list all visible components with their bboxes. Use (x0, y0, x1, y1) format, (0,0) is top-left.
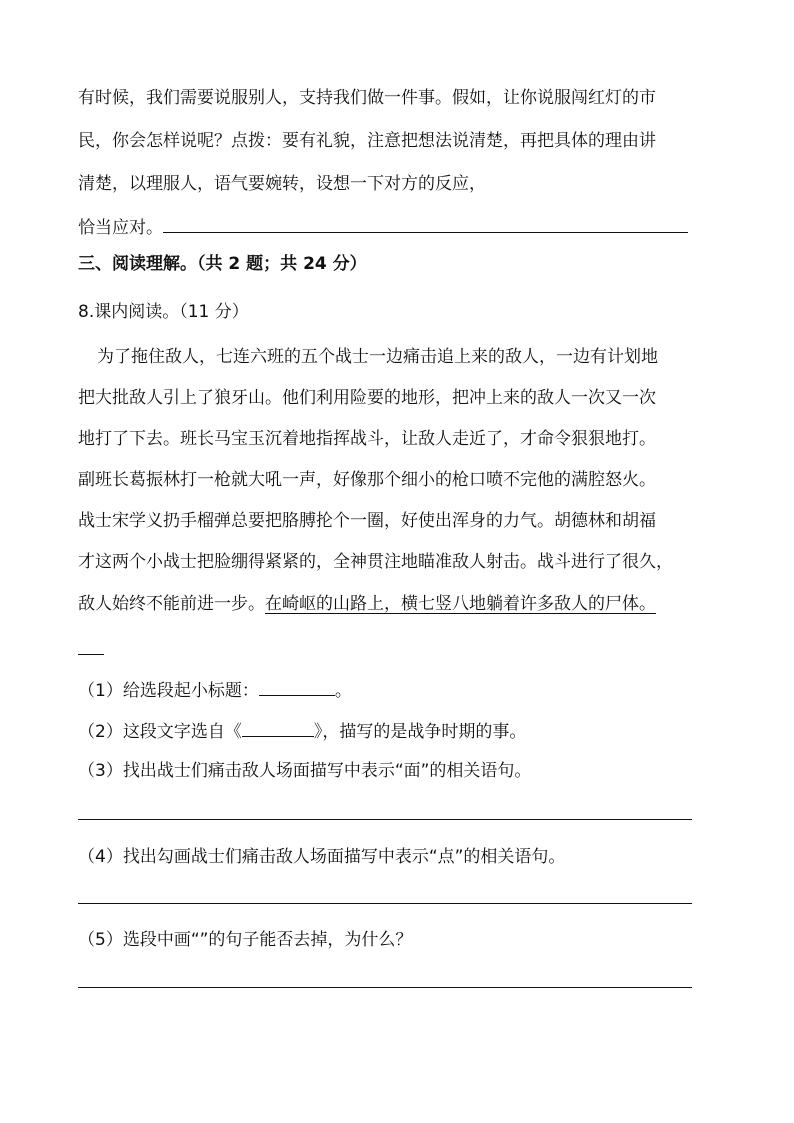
passage-line-3: 地打了下去。班长马宝玉沉着地指挥战斗，让敌人走近了，才命令狠狠地打。 (78, 429, 656, 449)
sub-question-2-end: 》，描写的是战争时期的事。 (313, 722, 527, 742)
book-title-blank[interactable] (242, 718, 314, 737)
sub-question-4: （4）找出勾画战士们痛击敌人场面描写中表示“点”的相关语句。 (78, 847, 566, 867)
underline-continuation (78, 654, 104, 655)
passage-underlined-sentence: 在崎岖的山路上，横七竖八地躺着许多敌人的尸体。 (265, 594, 656, 614)
intro-line-1: 有时候，我们需要说服别人，支持我们做一件事。假如，让你说服闯红灯的市 (78, 88, 656, 108)
passage-line-5: 战士宋学义扔手榴弹总要把胳膊抡个一圈，好使出浑身的力气。胡德林和胡福 (78, 511, 656, 531)
question-8-title: 8.课内阅读。（11 分） (78, 302, 249, 322)
passage-line-7-plain: 敌人始终不能前进一步。 (78, 594, 265, 614)
sub-question-2-prompt: （2）这段文字选自《 (78, 722, 242, 742)
sub-question-1 (78, 677, 352, 703)
intro-answer-blank[interactable] (163, 214, 688, 233)
passage-line-2: 把大批敌人引上了狼牙山。他们利用险要的地形，把冲上来的敌人一次又一次 (78, 388, 656, 408)
passage-line-4: 副班长葛振林打一枪就大吼一声，好像那个细小的枪口喷不完他的满腔怒火。 (78, 470, 656, 490)
sub-question-1-end: 。 (334, 681, 352, 701)
section-3-heading: 三、阅读理解。（共 2 题；共 24 分） (78, 254, 367, 274)
intro-line-4: 恰当应对。 (78, 218, 163, 238)
sub-question-5-answer-line[interactable] (78, 987, 692, 988)
subtitle-blank[interactable] (259, 677, 335, 696)
passage-line-6: 才这两个小战士把脸绷得紧紧的，全神贯注地瞄准敌人射击。战斗进行了很久， (78, 552, 673, 572)
sub-question-1-prompt: （1）给选段起小标题： (78, 681, 259, 701)
sub-question-3: （3）找出战士们痛击敌人场面描写中表示“面”的相关语句。 (78, 761, 532, 781)
sub-question-5: （5）选段中画“”的句子能否去掉，为什么？ (78, 930, 413, 950)
sub-question-2 (78, 718, 526, 744)
intro-line-3: 清楚，以理服人，语气要婉转，设想一下对方的反应， (78, 174, 486, 194)
passage-line-7 (78, 592, 656, 616)
passage-line-1: 为了拖住敌人，七连六班的五个战士一边痛击追上来的敌人，一边有计划地 (97, 347, 658, 367)
sub-question-3-answer-line[interactable] (78, 819, 692, 820)
intro-answer-row (78, 214, 688, 240)
intro-line-2: 民，你会怎样说呢？点拨：要有礼貌，注意把想法说清楚，再把具体的理由讲 (78, 131, 656, 151)
sub-question-4-answer-line[interactable] (78, 903, 692, 904)
